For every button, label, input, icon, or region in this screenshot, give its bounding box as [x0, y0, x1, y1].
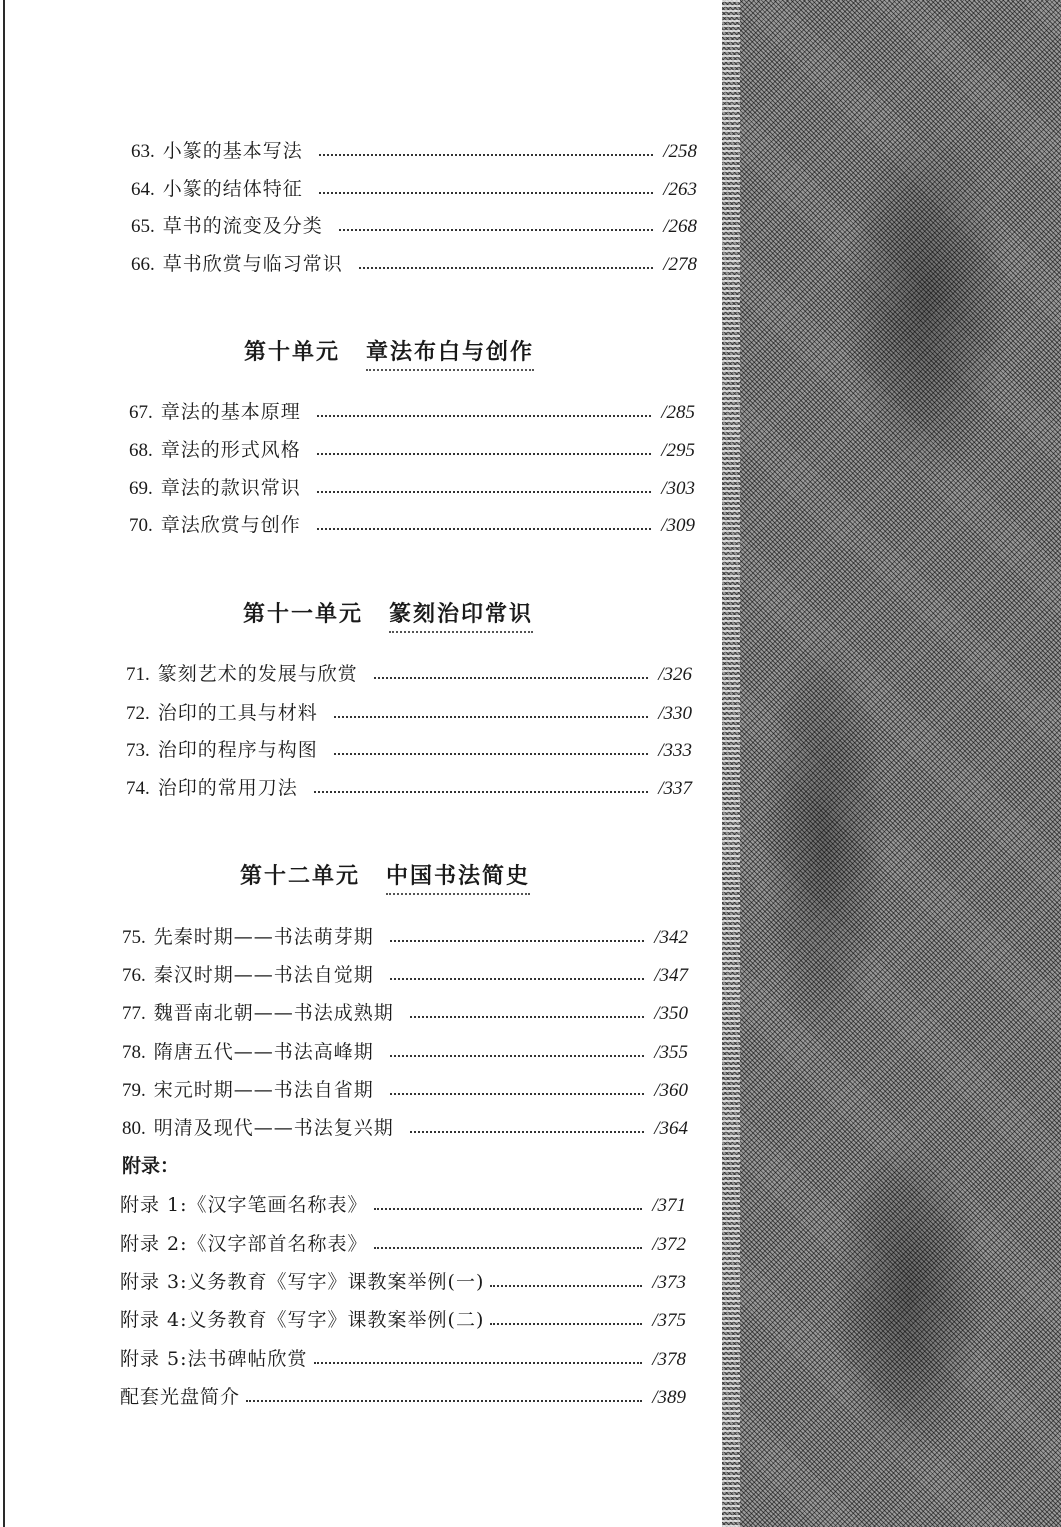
toc-entry[interactable]: 71. 篆刻艺术的发展与欣赏 /326 — [126, 663, 692, 685]
scan-noise-margin — [722, 0, 1061, 1527]
toc-entry[interactable]: 附录 5:法书碑帖欣赏 /378 — [120, 1348, 686, 1370]
appendix-label: 附录： — [122, 1155, 180, 1177]
toc-entry[interactable]: 附录 3:义务教育《写字》课教案举例(一) /373 — [120, 1271, 686, 1293]
dot-leader — [410, 1131, 644, 1133]
toc-entry[interactable]: 69. 章法的款识常识 /303 — [129, 477, 695, 499]
dot-leader — [410, 1016, 644, 1018]
toc-entry[interactable]: 65. 草书的流变及分类 /268 — [131, 215, 697, 237]
toc-entry[interactable]: 77. 魏晋南北朝——书法成熟期 /350 — [122, 1002, 688, 1024]
toc-entry[interactable]: 64. 小篆的结体特征 /263 — [131, 178, 697, 200]
toc-entry[interactable]: 70. 章法欣赏与创作 /309 — [129, 514, 695, 536]
toc-entry[interactable]: 79. 宋元时期——书法自省期 /360 — [122, 1079, 688, 1101]
unit-heading: 第十单元 章法布白与创作 — [244, 338, 534, 368]
dot-leader — [374, 1208, 643, 1210]
dot-leader — [319, 154, 653, 156]
dot-leader — [374, 677, 648, 679]
toc-entry[interactable]: 78. 隋唐五代——书法高峰期 /355 — [122, 1041, 688, 1063]
toc-entry[interactable]: 附录 2:《汉字部首名称表》 /372 — [120, 1233, 686, 1255]
toc-entry[interactable]: 74. 治印的常用刀法 /337 — [126, 777, 692, 799]
toc-entry[interactable]: 75. 先秦时期——书法萌芽期 /342 — [122, 926, 688, 948]
dot-leader — [314, 791, 648, 793]
dot-leader — [334, 753, 648, 755]
toc-entry[interactable]: 63. 小篆的基本写法 /258 — [131, 140, 697, 162]
dot-leader — [314, 1362, 643, 1364]
dot-leader — [374, 1247, 643, 1249]
dot-leader — [319, 192, 653, 194]
toc-entry[interactable]: 73. 治印的程序与构图 /333 — [126, 739, 692, 761]
toc-entry[interactable]: 附录 4:义务教育《写字》课教案举例(二) /375 — [120, 1309, 686, 1331]
dot-leader — [359, 267, 653, 269]
unit-heading: 第十一单元 篆刻治印常识 — [243, 600, 533, 630]
dot-leader — [317, 453, 651, 455]
toc-entry[interactable]: 67. 章法的基本原理 /285 — [129, 401, 695, 423]
toc-entry[interactable]: 配套光盘简介 /389 — [120, 1386, 686, 1408]
toc-entry[interactable]: 68. 章法的形式风格 /295 — [129, 439, 695, 461]
dot-leader — [390, 1055, 644, 1057]
unit-heading: 第十二单元 中国书法简史 — [240, 862, 530, 892]
dot-leader — [490, 1285, 642, 1287]
toc-entry[interactable]: 80. 明清及现代——书法复兴期 /364 — [122, 1117, 688, 1139]
dot-leader — [490, 1323, 642, 1325]
dot-leader — [317, 491, 651, 493]
toc-entry[interactable]: 72. 治印的工具与材料 /330 — [126, 702, 692, 724]
toc-entry[interactable]: 76. 秦汉时期——书法自觉期 /347 — [122, 964, 688, 986]
dot-leader — [317, 528, 651, 530]
dot-leader — [334, 716, 648, 718]
dot-leader — [339, 229, 653, 231]
dot-leader — [317, 415, 651, 417]
dot-leader — [390, 940, 644, 942]
dot-leader — [390, 978, 644, 980]
toc-entry[interactable]: 66. 草书欣赏与临习常识 /278 — [131, 253, 697, 275]
dot-leader — [246, 1400, 642, 1402]
toc-entry[interactable]: 附录 1:《汉字笔画名称表》 /371 — [120, 1194, 686, 1216]
dot-leader — [390, 1093, 644, 1095]
